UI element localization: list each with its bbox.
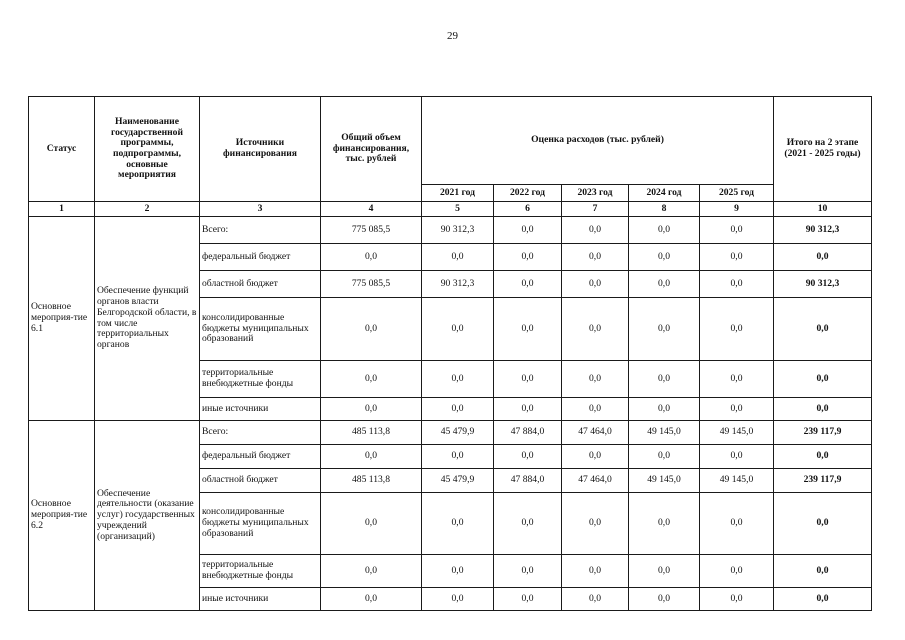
stage-total-cell: 0,0 xyxy=(774,445,872,469)
column-number: 1 xyxy=(29,202,95,217)
source-cell: федеральный бюджет xyxy=(200,445,321,469)
year-cell: 0,0 xyxy=(494,298,562,361)
year-cell: 0,0 xyxy=(494,555,562,588)
column-number: 4 xyxy=(321,202,422,217)
column-number: 2 xyxy=(95,202,200,217)
total-cell: 0,0 xyxy=(321,398,422,421)
total-cell: 0,0 xyxy=(321,555,422,588)
header-estimate: Оценка расходов (тыс. рублей) xyxy=(422,97,774,185)
year-cell: 0,0 xyxy=(494,493,562,555)
header-year: 2021 год xyxy=(422,185,494,202)
year-cell: 0,0 xyxy=(422,555,494,588)
source-cell: территориальные внебюджетные фонды xyxy=(200,361,321,398)
header-stage-total: Итого на 2 этапе (2021 - 2025 годы) xyxy=(774,97,872,202)
year-cell: 0,0 xyxy=(700,298,774,361)
year-cell: 0,0 xyxy=(422,398,494,421)
year-cell: 45 479,9 xyxy=(422,421,494,445)
stage-total-cell: 0,0 xyxy=(774,493,872,555)
activity-name-cell: Обеспечение деятельности (оказание услуг) государственных учреждений (организаций) xyxy=(95,421,200,611)
year-cell: 0,0 xyxy=(629,588,700,611)
source-cell: областной бюджет xyxy=(200,469,321,493)
activity-name-cell: Обеспечение функций органов власти Белгородской области, в том числе территориальных органов xyxy=(95,217,200,421)
year-cell: 0,0 xyxy=(422,445,494,469)
column-number: 6 xyxy=(494,202,562,217)
year-cell: 0,0 xyxy=(494,588,562,611)
year-cell: 0,0 xyxy=(629,398,700,421)
stage-total-cell: 239 117,9 xyxy=(774,421,872,445)
year-cell: 0,0 xyxy=(562,493,629,555)
table-row xyxy=(29,421,872,445)
source-cell: федеральный бюджет xyxy=(200,244,321,271)
year-cell: 0,0 xyxy=(562,298,629,361)
total-cell: 0,0 xyxy=(321,588,422,611)
header-status: Статус xyxy=(29,97,95,202)
column-number: 8 xyxy=(629,202,700,217)
year-cell: 0,0 xyxy=(422,588,494,611)
year-cell: 47 884,0 xyxy=(494,421,562,445)
stage-total-cell: 0,0 xyxy=(774,298,872,361)
year-cell: 47 884,0 xyxy=(494,469,562,493)
year-cell: 0,0 xyxy=(422,361,494,398)
budget-table xyxy=(28,96,872,611)
total-cell: 485 113,8 xyxy=(321,421,422,445)
header-year: 2024 год xyxy=(629,185,700,202)
page-number: 29 xyxy=(447,30,458,42)
year-cell: 0,0 xyxy=(700,271,774,298)
year-cell: 0,0 xyxy=(629,555,700,588)
stage-total-cell: 90 312,3 xyxy=(774,217,872,244)
year-cell: 0,0 xyxy=(629,361,700,398)
year-cell: 0,0 xyxy=(494,398,562,421)
year-cell: 0,0 xyxy=(700,493,774,555)
year-cell: 0,0 xyxy=(562,217,629,244)
stage-total-cell: 0,0 xyxy=(774,398,872,421)
status-cell: Основное мероприя-тие 6.1 xyxy=(29,217,95,421)
header-year: 2025 год xyxy=(700,185,774,202)
year-cell: 0,0 xyxy=(494,217,562,244)
total-cell: 775 085,5 xyxy=(321,217,422,244)
source-cell: территориальные внебюджетные фонды xyxy=(200,555,321,588)
year-cell: 0,0 xyxy=(700,588,774,611)
year-cell: 0,0 xyxy=(629,244,700,271)
year-cell: 49 145,0 xyxy=(700,421,774,445)
year-cell: 0,0 xyxy=(422,493,494,555)
stage-total-cell: 0,0 xyxy=(774,555,872,588)
header-year: 2023 год xyxy=(562,185,629,202)
source-cell: консолидированные бюджеты муниципальных образований xyxy=(200,493,321,555)
column-number: 10 xyxy=(774,202,872,217)
header-name: Наименование государственной программы, подпрограммы, основные мероприятия xyxy=(95,97,200,202)
year-cell: 0,0 xyxy=(700,361,774,398)
year-cell: 0,0 xyxy=(562,271,629,298)
column-number: 9 xyxy=(700,202,774,217)
stage-total-cell: 0,0 xyxy=(774,244,872,271)
year-cell: 45 479,9 xyxy=(422,469,494,493)
stage-total-cell: 0,0 xyxy=(774,361,872,398)
total-cell: 0,0 xyxy=(321,361,422,398)
source-cell: иные источники xyxy=(200,588,321,611)
total-cell: 0,0 xyxy=(321,244,422,271)
year-cell: 0,0 xyxy=(700,555,774,588)
year-cell: 49 145,0 xyxy=(629,469,700,493)
source-cell: областной бюджет xyxy=(200,271,321,298)
status-cell: Основное мероприя-тие 6.2 xyxy=(29,421,95,611)
year-cell: 0,0 xyxy=(494,361,562,398)
year-cell: 0,0 xyxy=(700,244,774,271)
stage-total-cell: 90 312,3 xyxy=(774,271,872,298)
year-cell: 0,0 xyxy=(494,244,562,271)
stage-total-cell: 239 117,9 xyxy=(774,469,872,493)
year-cell: 49 145,0 xyxy=(700,469,774,493)
year-cell: 0,0 xyxy=(700,398,774,421)
source-cell: иные источники xyxy=(200,398,321,421)
year-cell: 0,0 xyxy=(422,244,494,271)
year-cell: 90 312,3 xyxy=(422,271,494,298)
column-number: 7 xyxy=(562,202,629,217)
total-cell: 485 113,8 xyxy=(321,469,422,493)
year-cell: 49 145,0 xyxy=(629,421,700,445)
total-cell: 0,0 xyxy=(321,493,422,555)
year-cell: 0,0 xyxy=(494,445,562,469)
source-cell: Всего: xyxy=(200,217,321,244)
table-row xyxy=(29,217,872,244)
year-cell: 0,0 xyxy=(562,361,629,398)
source-cell: Всего: xyxy=(200,421,321,445)
year-cell: 0,0 xyxy=(562,555,629,588)
year-cell: 0,0 xyxy=(562,244,629,271)
source-cell: консолидированные бюджеты муниципальных образований xyxy=(200,298,321,361)
header-year: 2022 год xyxy=(494,185,562,202)
stage-total-cell: 0,0 xyxy=(774,588,872,611)
year-cell: 47 464,0 xyxy=(562,469,629,493)
year-cell: 0,0 xyxy=(494,271,562,298)
year-cell: 0,0 xyxy=(629,445,700,469)
year-cell: 0,0 xyxy=(629,271,700,298)
column-number-row xyxy=(29,202,872,217)
year-cell: 0,0 xyxy=(422,298,494,361)
year-cell: 0,0 xyxy=(562,398,629,421)
year-cell: 0,0 xyxy=(562,445,629,469)
year-cell: 47 464,0 xyxy=(562,421,629,445)
year-cell: 0,0 xyxy=(700,445,774,469)
header-total-volume: Общий объем финансирования, тыс. рублей xyxy=(321,97,422,202)
year-cell: 0,0 xyxy=(629,493,700,555)
column-number: 3 xyxy=(200,202,321,217)
header-sources: Источники финансирования xyxy=(200,97,321,202)
year-cell: 0,0 xyxy=(629,298,700,361)
year-cell: 90 312,3 xyxy=(422,217,494,244)
year-cell: 0,0 xyxy=(562,588,629,611)
column-number: 5 xyxy=(422,202,494,217)
year-cell: 0,0 xyxy=(629,217,700,244)
total-cell: 775 085,5 xyxy=(321,271,422,298)
total-cell: 0,0 xyxy=(321,298,422,361)
year-cell: 0,0 xyxy=(700,217,774,244)
total-cell: 0,0 xyxy=(321,445,422,469)
